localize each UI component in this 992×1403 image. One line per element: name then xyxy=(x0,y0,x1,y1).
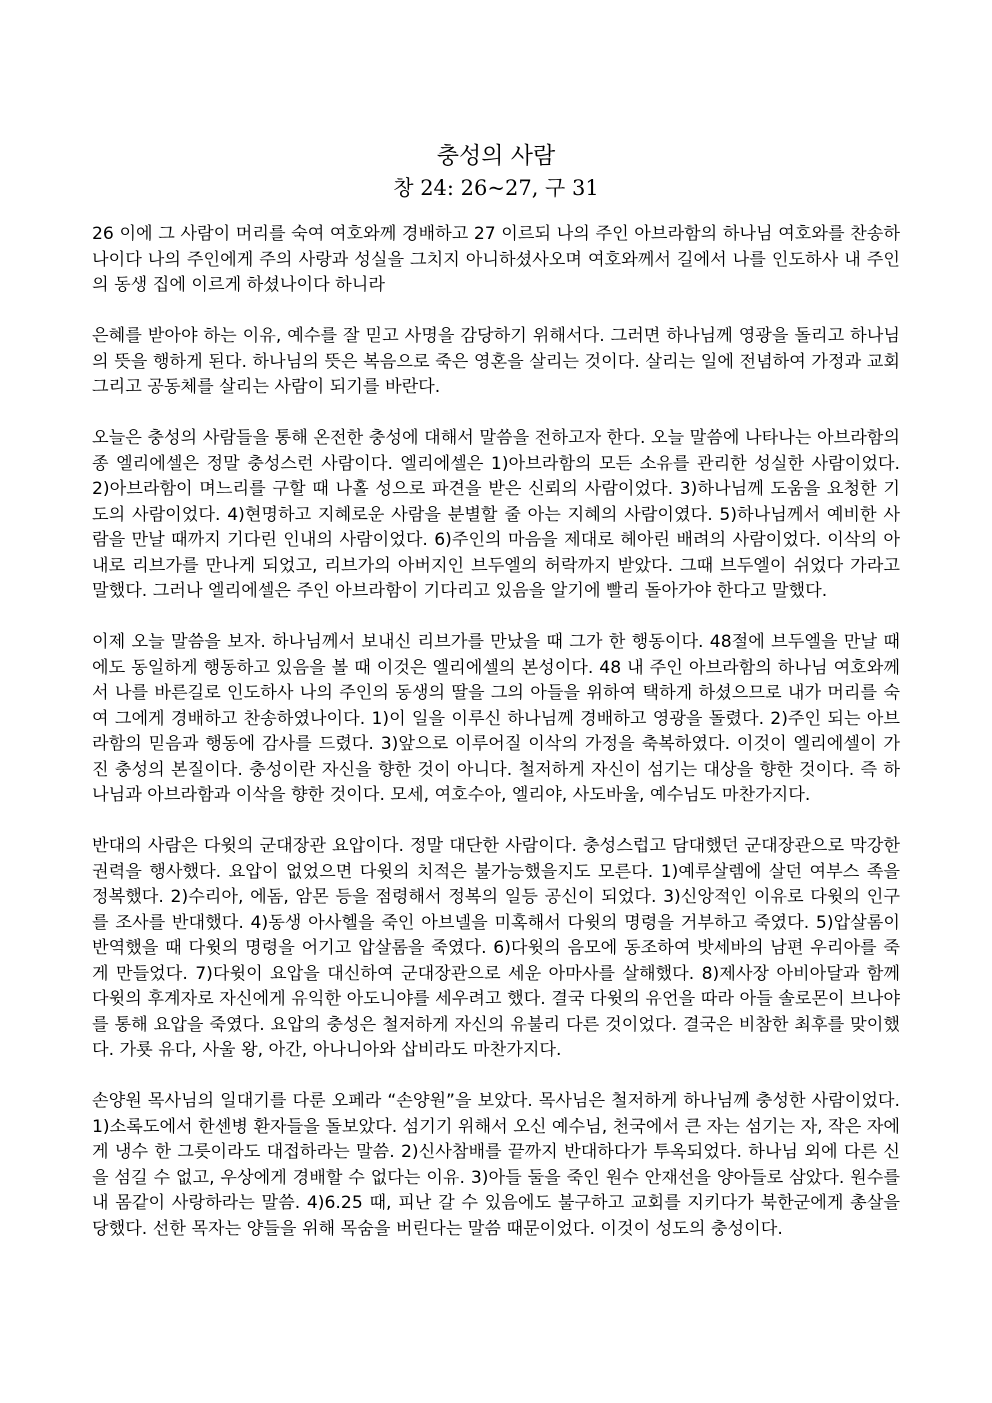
document-body xyxy=(92,222,900,1242)
paragraph-scripture-text: 26 이에 그 사람이 머리를 숙여 여호와께 경배하고 27 이르되 나의 주인 아브라함의 하나님 여호와를 찬송하나이다 나의 주인에게 주의 사랑과 성실을 그치지 아니하셨사오며 여호와께서 길에서 나를 인도하사 내 주인의 동생 집에 이르게 하셨나이다 하니라 xyxy=(92,224,900,295)
paragraph-todays-word: 이제 오늘 말씀을 보자. 하나님께서 보내신 리브가를 만났을 때 그가 한 행동이다. 48절에 브두엘을 만날 때에도 동일하게 행동하고 있음을 볼 때 이것은 엘리에셀의 본성이다. 48 내 주인 아브라함의 하나님 여호와께서 나를 바른길로 인도하사 나의 주인의 동생의 딸을 그의 아들을 위하여 택하게 하셨으므로 내가 머리를 숙여 그에게 경배하고 찬송하였나이다. 1)이 일을 이루신 하나님께 경배하고 영광을 돌렸다. 2)주인 되는 아브라함의 믿음과 행동에 감사를 드렸다. 3)앞으로 이루어질 이삭의 가정을 축복하였다. 이것이 엘리에셀이 가진 충성의 본질이다. 충성이란 자신을 향한 것이 아니다. 철저하게 자신이 섬기는 대상을 향한 것이다. 즉 하나님과 아브라함과 이삭을 향한 것이다. 모세, 여호수아, 엘리야, 사도바울, 예수님도 마찬가지다. xyxy=(92,632,900,805)
paragraph-son-yang-won: 손양원 목사님의 일대기를 다룬 오페라 “손양원”을 보았다. 목사님은 철저하게 하나님께 충성한 사람이었다. 1)소록도에서 한센병 환자들을 돌보았다. 섬기기 위해서 오신 예수님, 천국에서 큰 자는 섬기는 자, 작은 자에게 냉수 한 그릇이라도 대접하라는 말씀. 2)신사참배를 끝까지 반대하다가 투옥되었다. 하나님 외에 다른 신을 섬길 수 없고, 우상에게 경배할 수 없다는 이유. 3)아들 둘을 죽인 원수 안재선을 양아들로 삼았다. 원수를 내 몸같이 사랑하라는 말씀. 4)6.25 때, 피난 갈 수 있음에도 불구하고 교회를 지키다가 북한군에게 총살을 당했다. 선한 목자는 양들을 위해 목숨을 버린다는 말씀 때문이었다. 이것이 성도의 충성이다. xyxy=(92,1091,900,1239)
paragraph-introduction: 은혜를 받아야 하는 이유, 예수를 잘 믿고 사명을 감당하기 위해서다. 그러면 하나님께 영광을 돌리고 하나님의 뜻을 행하게 된다. 하나님의 뜻은 복음으로 죽은 영혼을 살리는 것이다. 살리는 일에 전념하여 가정과 교회 그리고 공동체를 살리는 사람이 되기를 바란다. xyxy=(92,326,900,397)
scripture-reference: 창 24: 26~27, 구 31 xyxy=(393,176,599,200)
paragraph-joab: 반대의 사람은 다윗의 군대장관 요압이다. 정말 대단한 사람이다. 충성스럽고 담대했던 군대장관으로 막강한 권력을 행사했다. 요압이 없었으면 다윗의 치적은 불가능했을지도 모른다. 1)예루살렘에 살던 여부스 족을 정복했다. 2)수리아, 에돔, 암몬 등을 점령해서 정복의 일등 공신이 되었다. 3)신앙적인 이유로 다윗의 인구를 조사를 반대했다. 4)동생 아사헬을 죽인 아브넬을 미혹해서 다윗의 명령을 거부하고 죽였다. 5)압살롬이 반역했을 때 다윗의 명령을 어기고 압살롬을 죽였다. 6)다윗의 음모에 동조하여 밧세바의 남편 우리아를 죽게 만들었다. 7)다윗이 요압을 대신하여 군대장관으로 세운 아마사를 살해했다. 8)제사장 아비아달과 함께 다윗의 후계자로 자신에게 유익한 아도니야를 세우려고 했다. 결국 다윗의 유언을 따라 아들 솔로몬이 브나야를 통해 요압을 죽였다. 요압의 충성은 철저하게 자신의 유불리 다른 것이었다. 결국은 비참한 최후를 맞이했다. 가룟 유다, 사울 왕, 아간, 아나니아와 삽비라도 마찬가지다. xyxy=(92,836,900,1060)
document-title: 충성의 사람 xyxy=(436,143,556,169)
paragraph-eliezer: 오늘은 충성의 사람들을 통해 온전한 충성에 대해서 말씀을 전하고자 한다. 오늘 말씀에 나타나는 아브라함의 종 엘리에셀은 정말 충성스런 사람이다. 엘리에셀은 1)아브라함의 모든 소유를 관리한 성실한 사람이었다. 2)아브라함이 며느리를 구할 때 나홀 성으로 파견을 받은 신뢰의 사람이었다. 3)하나님께 도움을 요청한 기도의 사람이었다. 4)현명하고 지혜로운 사람을 분별할 줄 아는 지혜의 사람이였다. 5)하나님께서 예비한 사람을 만날 때까지 기다린 인내의 사람이었다. 6)주인의 마음을 제대로 헤아린 배려의 사람이었다. 이삭의 아내로 리브가를 만나게 되었고, 리브가의 아버지인 브두엘의 허락까지 받았다. 그때 브두엘이 쉬었다 가라고 말했다. 그러나 엘리에셀은 주인 아브라함이 기다리고 있음을 알기에 빨리 돌아가야 한다고 말했다. xyxy=(92,428,900,601)
